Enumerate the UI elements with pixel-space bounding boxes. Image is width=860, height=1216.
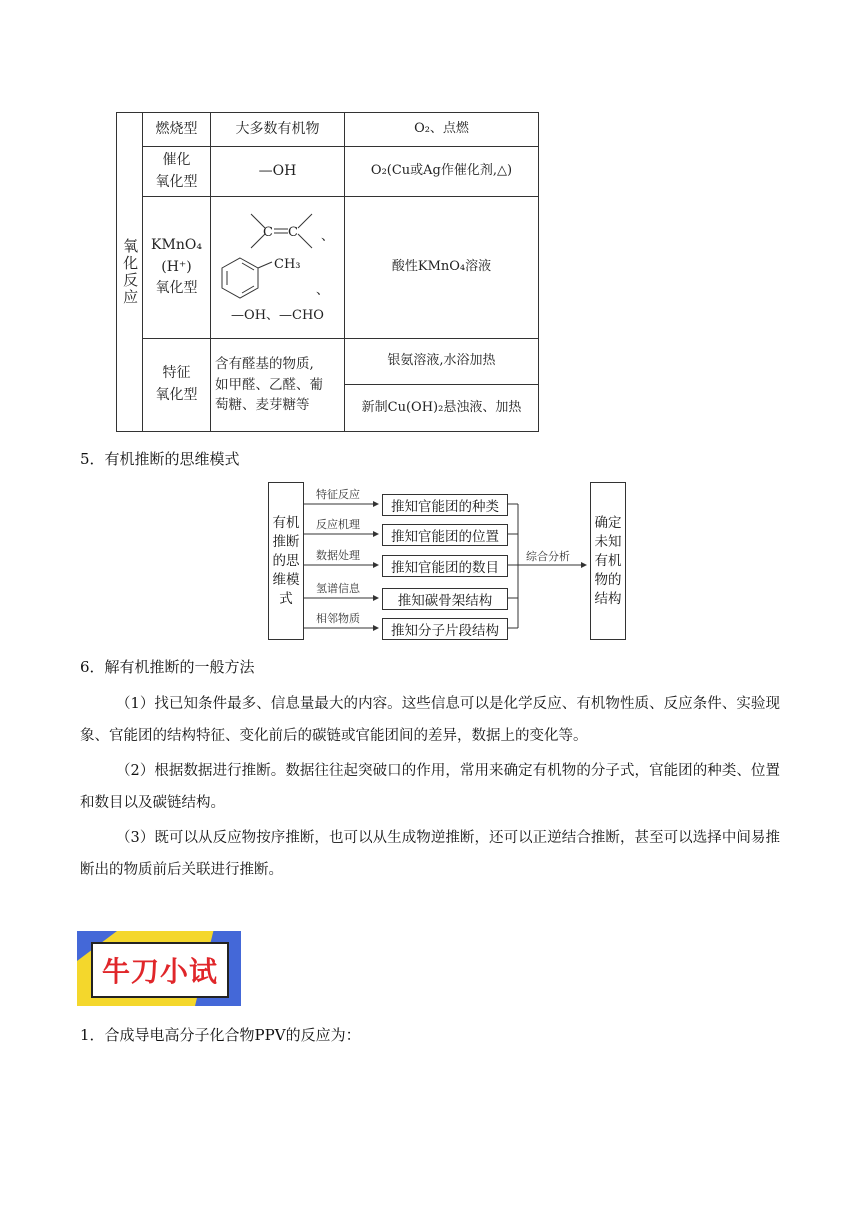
substrate-cell: —OH — [211, 147, 345, 197]
flow-end-line: 有机 — [594, 552, 622, 569]
paragraph: （2）根据数据进行推断。数据往往起突破口的作用，常用来确定有机物的分子式，官能团的种类、位置和数目以及碳链结构。 — [80, 763, 780, 811]
flow-start-line: 式 — [279, 590, 293, 607]
substrate-cell — [211, 339, 345, 432]
table-row — [117, 147, 539, 197]
table-row — [117, 197, 539, 339]
svg-text:C: C — [262, 225, 273, 241]
substrate-cell: 大多数有机物 — [211, 113, 345, 147]
separator-comma: 、 — [320, 229, 334, 245]
flow-end-line: 未知 — [594, 533, 622, 550]
toluene-structure-icon — [214, 252, 342, 306]
flow-end-line: 结构 — [594, 590, 622, 607]
badge-label: 牛刀小试 — [91, 942, 229, 998]
flow-arrow-label: 氢谱信息 — [316, 582, 360, 595]
section-heading: 6．解有机推断的一般方法 — [80, 658, 255, 676]
flow-start-line: 的思 — [272, 552, 300, 569]
methyl-label: CH₃ — [273, 257, 300, 273]
table-row — [117, 339, 539, 432]
flow-diagram — [268, 482, 628, 642]
oxidation-reaction-table — [116, 112, 539, 432]
substrate-line: 萄糖、麦芽糖等 — [215, 397, 310, 414]
type-cell — [143, 197, 211, 339]
table-row — [117, 113, 539, 147]
type-cell — [143, 147, 211, 197]
flow-start-line: 有机 — [272, 514, 300, 531]
flow-end-box — [590, 482, 626, 640]
flow-end-line: 物的 — [594, 571, 622, 588]
flow-start-line: 维模 — [272, 571, 300, 588]
group-label-cell: 氧化反应 — [117, 113, 143, 432]
condition-cell: O₂、点燃 — [345, 113, 539, 147]
flow-step-box: 推知官能团的种类 — [382, 494, 508, 516]
condition-cell — [345, 339, 539, 432]
practice-badge — [77, 931, 241, 1006]
flow-step-box: 推知碳骨架结构 — [382, 588, 508, 610]
flow-arrow-label: 数据处理 — [316, 549, 360, 562]
type-line: 氧化型 — [155, 387, 198, 403]
condition-line: 银氨溶液,水浴加热 — [345, 339, 538, 385]
flow-end-line: 确定 — [594, 514, 622, 531]
type-line: (H⁺) — [161, 258, 192, 275]
type-line: 氧化型 — [155, 280, 198, 297]
flow-start-line: 推断 — [272, 533, 300, 550]
type-cell — [143, 339, 211, 432]
condition-cell: 酸性KMnO₄溶液 — [345, 197, 539, 339]
substrate-cell — [211, 197, 345, 339]
flow-arrow-label: 反应机理 — [316, 518, 360, 531]
separator-comma: 、 — [315, 283, 329, 299]
flow-step-box: 推知分子片段结构 — [382, 618, 508, 640]
paragraph: （3）既可以从反应物按序推断，也可以从生成物逆推断，还可以正逆结合推断，甚至可以选择中间易推断出的物质前后关联进行推断。 — [80, 830, 780, 878]
flow-arrow-label: 相邻物质 — [316, 612, 360, 625]
type-cell: 燃烧型 — [143, 113, 211, 147]
alkene-structure-icon — [217, 208, 339, 252]
type-line: 催化 — [162, 151, 191, 168]
section-heading: 5．有机推断的思维模式 — [80, 450, 240, 468]
condition-line: 新制Cu(OH)₂悬浊液、加热 — [361, 399, 522, 415]
question-text: 1．合成导电高分子化合物PPV的反应为： — [80, 1026, 361, 1044]
hydroxyl-aldehyde-text: —OH、—CHO — [231, 308, 324, 324]
flow-start-box — [268, 482, 304, 640]
analysis-label: 综合分析 — [526, 550, 570, 563]
type-line: 氧化型 — [155, 173, 198, 190]
flow-step-box: 推知官能团的位置 — [382, 524, 508, 546]
condition-cell: O₂(Cu或Ag作催化剂,△) — [345, 147, 539, 197]
type-line: KMnO₄ — [151, 236, 202, 253]
flow-arrow-label: 特征反应 — [316, 488, 360, 501]
type-line: 特征 — [162, 365, 191, 382]
paragraph: （1）找已知条件最多、信息量最大的内容。这些信息可以是化学反应、有机物性质、反应条件、实验现象、官能团的结构特征、变化前后的碳链或官能团间的差异，数据上的变化等。 — [80, 696, 780, 744]
substrate-line: 含有醛基的物质, — [215, 355, 314, 372]
substrate-structures — [215, 208, 340, 326]
substrate-line: 如甲醛、乙醛、葡 — [215, 376, 323, 393]
flow-step-box: 推知官能团的数目 — [382, 555, 508, 577]
svg-text:C: C — [287, 225, 298, 241]
